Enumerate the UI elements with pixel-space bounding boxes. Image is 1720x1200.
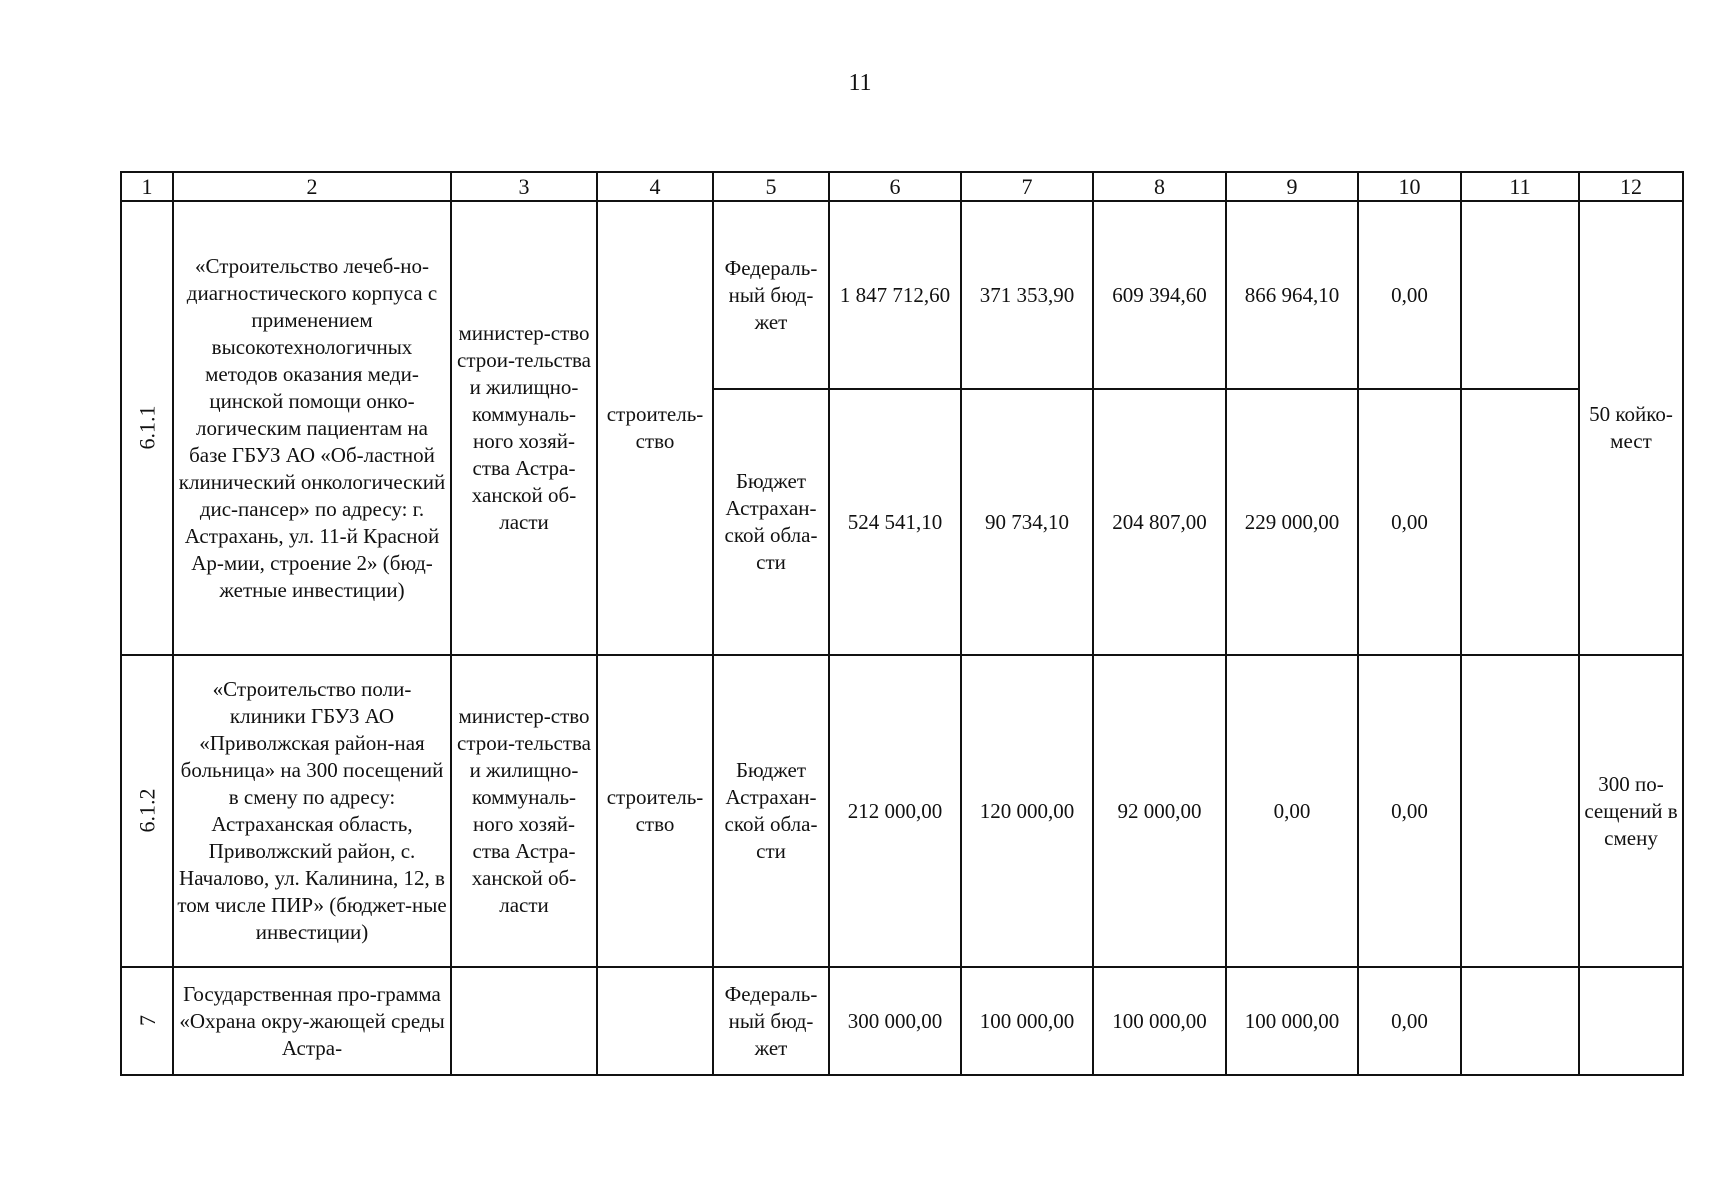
item-name: «Строительство поли-клиники ГБУЗ АО «Приволжская район-ная больница» на 300 посещений в смену по адресу: Астраханская область, Приволжский район, с. Началово, ул. Калинина, 12, в том числе ПИР» (бюджет-ные инвестиции) (173, 655, 451, 967)
budget-table (120, 171, 1684, 1076)
row-number-cell (121, 967, 173, 1075)
year-value: 866 964,10 (1226, 201, 1358, 389)
year-value: 204 807,00 (1093, 389, 1226, 655)
year-value (1461, 655, 1579, 967)
year-value: 609 394,60 (1093, 201, 1226, 389)
column-header: 10 (1358, 172, 1461, 201)
page-number: 11 (848, 70, 872, 96)
year-value (1461, 389, 1579, 655)
item-name: «Строительство лечеб-но-диагностического корпуса с применением высокотехнологичных методов оказания меди-цинской помощи онко-логическим пациентам на базе ГБУЗ АО «Об-ластной клинический онкологический дис-пансер» по адресу: г. Астрахань, ул. 11-й Красной Ар-мии, строение 2» (бюд-жетные инвестиции) (173, 201, 451, 655)
table-row (121, 201, 1683, 389)
year-value: 100 000,00 (1226, 967, 1358, 1075)
column-header: 8 (1093, 172, 1226, 201)
column-header: 7 (961, 172, 1093, 201)
year-value: 0,00 (1358, 967, 1461, 1075)
responsible-executor (451, 967, 597, 1075)
year-value: 0,00 (1226, 655, 1358, 967)
total-value: 1 847 712,60 (829, 201, 961, 389)
column-header: 12 (1579, 172, 1683, 201)
column-header: 6 (829, 172, 961, 201)
responsible-executor: министер-ство строи-тельства и жилищно-коммуналь-ного хозяй-ства Астра-ханской об-ласти (451, 655, 597, 967)
result-indicator (1579, 967, 1683, 1075)
year-value: 100 000,00 (1093, 967, 1226, 1075)
column-header: 3 (451, 172, 597, 201)
category (597, 967, 713, 1075)
result-indicator: 50 койко-мест (1579, 201, 1683, 655)
year-value (1461, 967, 1579, 1075)
year-value: 100 000,00 (961, 967, 1093, 1075)
year-value: 90 734,10 (961, 389, 1093, 655)
funding-source: Федераль-ный бюд-жет (713, 967, 829, 1075)
total-value: 300 000,00 (829, 967, 961, 1075)
row-number-cell (121, 655, 173, 967)
column-header: 4 (597, 172, 713, 201)
table-row (121, 967, 1683, 1075)
column-header: 2 (173, 172, 451, 201)
funding-source: Федераль-ный бюд-жет (713, 201, 829, 389)
funding-source: Бюджет Астрахан-ской обла-сти (713, 655, 829, 967)
column-header: 1 (121, 172, 173, 201)
year-value: 92 000,00 (1093, 655, 1226, 967)
row-number: 6.1.1 (134, 405, 160, 450)
item-name: Государственная про-грамма «Охрана окру-жающей среды Астра- (173, 967, 451, 1075)
row-number: 7 (134, 1015, 160, 1026)
responsible-executor: министер-ство строи-тельства и жилищно-коммуналь-ного хозяй-ства Астра-ханской об-ласти (451, 201, 597, 655)
funding-source: Бюджет Астрахан-ской обла-сти (713, 389, 829, 655)
table-row (121, 655, 1683, 967)
year-value: 0,00 (1358, 389, 1461, 655)
total-value: 524 541,10 (829, 389, 961, 655)
total-value: 212 000,00 (829, 655, 961, 967)
year-value: 371 353,90 (961, 201, 1093, 389)
column-header: 5 (713, 172, 829, 201)
result-indicator: 300 по-сещений в смену (1579, 655, 1683, 967)
category: строитель-ство (597, 655, 713, 967)
category: строитель-ство (597, 201, 713, 655)
column-header: 11 (1461, 172, 1579, 201)
row-number-cell (121, 201, 173, 655)
year-value: 120 000,00 (961, 655, 1093, 967)
year-value: 0,00 (1358, 655, 1461, 967)
row-number: 6.1.2 (134, 788, 160, 833)
year-value: 0,00 (1358, 201, 1461, 389)
header-row (121, 172, 1683, 201)
year-value: 229 000,00 (1226, 389, 1358, 655)
column-header: 9 (1226, 172, 1358, 201)
year-value (1461, 201, 1579, 389)
